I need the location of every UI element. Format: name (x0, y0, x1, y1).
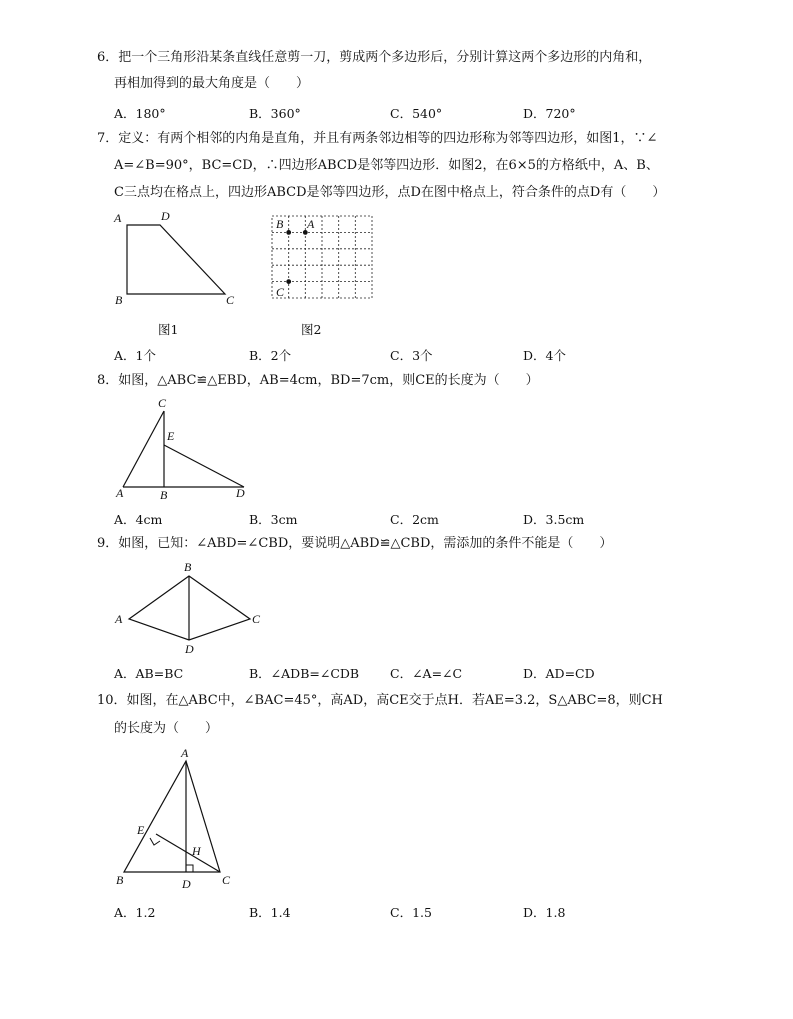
q9-option-c: C．∠A=∠C (390, 666, 463, 681)
q8-option-b: B．3cm (249, 512, 298, 527)
q7-fig1-label-b: B (115, 293, 123, 305)
q9-option-b: B．∠ADB=∠CDB (249, 666, 360, 681)
q7-fig1-quadrilateral (127, 225, 225, 294)
q7-stem-line3: C三点均在格点上，四边形ABCD是邻等四边形，点D在图中格点上，符合条件的点D有（ ） (114, 185, 666, 200)
q10-option-a: A．1.2 (114, 905, 156, 920)
q7-fig1-label-a: A (114, 211, 122, 225)
q10-label-h: H (192, 844, 201, 858)
q7-fig1-label-c: C (226, 293, 235, 305)
q9-label-c: C (252, 612, 261, 626)
q10-label-e: E (137, 823, 145, 837)
q10-option-c: C．1.5 (390, 905, 432, 920)
q8-option-a: A．4cm (114, 512, 163, 527)
q7-fig2-grid (272, 216, 372, 298)
q9-label-a: A (115, 612, 123, 626)
q9-option-a: A．AB=BC (114, 666, 184, 681)
q7-option-b: B．2个 (249, 348, 292, 363)
q6-option-c: C．540° (390, 106, 443, 121)
q8-label-b: B (160, 488, 168, 502)
q10-label-d: D (182, 877, 191, 891)
q7-figure1-caption: 图1 (158, 322, 179, 337)
q10-label-a: A (181, 746, 189, 760)
q7-fig2-label-b: B (276, 217, 284, 231)
q9-stem-line1: 9．如图，已知：∠ABD=∠CBD，要说明△ABD≌△CBD，需添加的条件不能是（ ） (97, 536, 613, 551)
q7-option-c: C．3个 (390, 348, 433, 363)
q8-figure (110, 393, 260, 505)
q8-option-d: D．3.5cm (523, 512, 585, 527)
q7-figure1 (105, 205, 245, 305)
q7-fig2-point-c (286, 279, 291, 284)
q10-option-d: D．1.8 (523, 905, 566, 920)
q7-option-d: D．4个 (523, 348, 566, 363)
q8-label-c: C (158, 396, 167, 410)
q9-option-d: D．AD=CD (523, 666, 595, 681)
q10-stem-line1: 10．如图，在△ABC中，∠BAC=45°，高AD，高CE交于点H．若AE=3.2，S△ABC=8，则CH (97, 693, 663, 708)
q10-option-b: B．1.4 (249, 905, 291, 920)
q6-option-a: A．180° (114, 106, 166, 121)
q8-stem-line1: 8．如图，△ABC≌△EBD，AB=4cm，BD=7cm，则CE的长度为（ ） (97, 373, 539, 388)
q7-figure2-caption: 图2 (301, 322, 322, 337)
q7-option-a: A．1个 (114, 348, 156, 363)
q10-figure (106, 745, 246, 893)
q9-label-b: B (184, 560, 192, 574)
q6-stem-line1: 6．把一个三角形沿某条直线任意剪一刀，剪成两个多边形后，分别计算这两个多边形的内角和， (97, 50, 652, 65)
q9-label-d: D (185, 642, 194, 656)
q7-fig2-label-c: C (276, 285, 285, 299)
q10-label-c: C (222, 873, 231, 887)
q6-option-d: D．720° (523, 106, 576, 121)
q8-label-a: A (116, 486, 124, 500)
q10-label-b: B (116, 873, 124, 887)
q7-fig2-label-a: A (307, 217, 315, 231)
q7-figure2 (268, 212, 376, 304)
q6-stem-line2: 再相加得到的最大角度是（ ） (114, 76, 310, 91)
q7-fig1-label-d: D (161, 209, 170, 223)
q10-stem-line2: 的长度为（ ） (114, 721, 219, 736)
q8-label-d: D (236, 486, 245, 500)
q7-stem-line1: 7．定义：有两个相邻的内角是直角，并且有两条邻边相等的四边形称为邻等四边形，如图1，∵∠ (97, 131, 658, 146)
q8-option-c: C．2cm (390, 512, 439, 527)
q7-stem-line2: A=∠B=90°，BC=CD，∴四边形ABCD是邻等四边形．如图2，在6×5的方格纸中，A、B、 (114, 158, 659, 173)
q9-figure (108, 557, 268, 657)
q8-label-e: E (167, 429, 175, 443)
q6-option-b: B．360° (249, 106, 301, 121)
q7-fig2-point-b (286, 230, 291, 235)
